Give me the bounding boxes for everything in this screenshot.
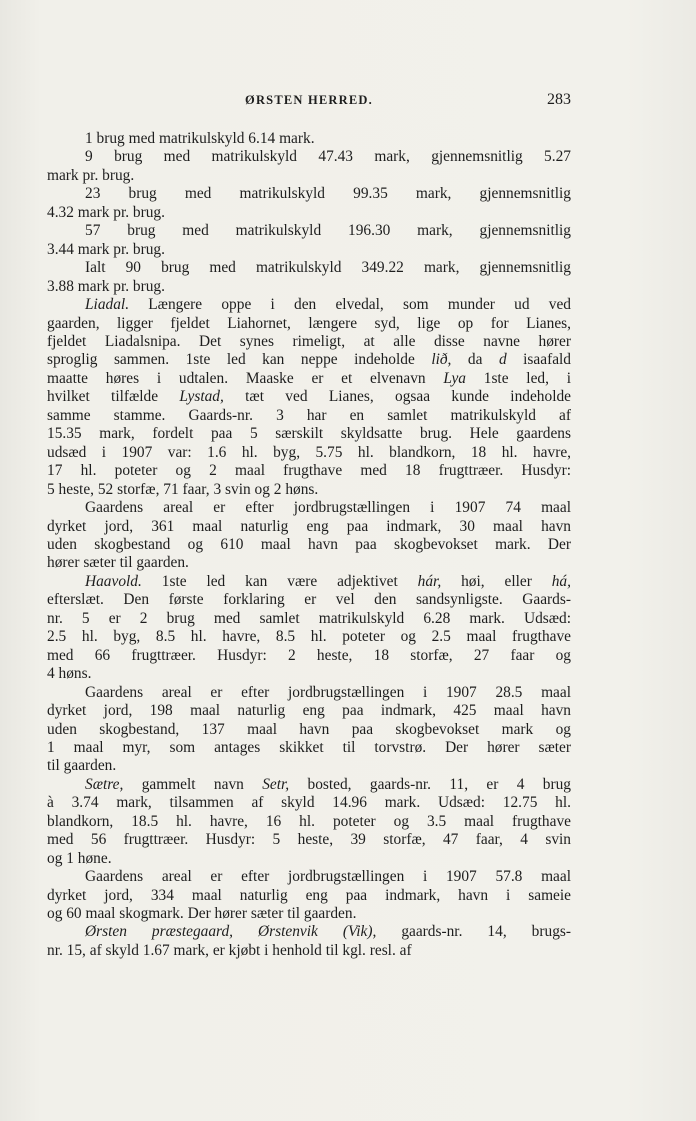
paragraph xyxy=(47,222,571,259)
text-line: gaarden, ligger fjeldet Liahornet, længere syd, lige op for Lianes, xyxy=(47,314,571,332)
text-line: 23 brug med matrikulskyld 99.35 mark, gjennemsnitlig xyxy=(85,185,571,203)
text-line: à 3.74 mark, tilsammen af skyld 14.96 mark. Udsæd: 12.75 hl. xyxy=(47,794,571,812)
text-line: 2.5 hl. byg, 8.5 hl. havre, 8.5 hl. poteter og 2.5 maal frugthave xyxy=(47,628,571,646)
text-line: og 60 maal skogmark. Der hører sæter til gaarden. xyxy=(47,905,357,923)
text-line: dyrket jord, 334 maal naturlig eng paa indmark, havn i sameie xyxy=(47,886,571,904)
text-line: 3.88 mark pr. brug. xyxy=(47,277,165,295)
paragraph xyxy=(47,148,571,185)
paragraph xyxy=(47,296,571,499)
paragraph xyxy=(47,499,571,573)
text-line: 4 høns. xyxy=(47,665,92,683)
text-line: samme stamme. Gaards-nr. 3 har en samlet matrikulskyld af xyxy=(47,406,571,424)
text-line: udsæd i 1907 var: 1.6 hl. byg, 5.75 hl. blandkorn, 18 hl. havre, xyxy=(47,443,571,461)
body-text xyxy=(47,130,571,960)
text-line: blandkorn, 18.5 hl. havre, 16 hl. poteter og 3.5 maal frugthave xyxy=(47,812,571,830)
text-line: Gaardens areal er efter jordbrugstællingen i 1907 28.5 maal xyxy=(85,683,571,701)
text-line: 1 maal myr, som antages skikket til torvstrø. Der hører sæter xyxy=(47,738,571,756)
text-line: 9 brug med matrikulskyld 47.43 mark, gjennemsnitlig 5.27 xyxy=(85,148,571,166)
text-line: Liadal. Længere oppe i den elvedal, som munder ud ved xyxy=(85,296,571,314)
page-number: 283 xyxy=(547,91,571,108)
text-line: Ialt 90 brug med matrikulskyld 349.22 mark, gjennemsnitlig xyxy=(85,259,571,277)
paragraph xyxy=(47,684,571,776)
text-line: 3.44 mark pr. brug. xyxy=(47,240,165,258)
text-line: dyrket jord, 361 maal naturlig eng paa indmark, 30 maal havn xyxy=(47,517,571,535)
text-line: mark pr. brug. xyxy=(47,166,135,184)
text-line: til gaarden. xyxy=(47,757,117,775)
text-line: 15.35 mark, fordelt paa 5 særskilt skyldsatte brug. Hele gaardens xyxy=(47,425,571,443)
page-header xyxy=(47,93,571,113)
text-line: maatte høres i udtalen. Maaske er et elvenavn Lya 1ste led, i xyxy=(47,369,571,387)
text-line: uden skogbestand og 610 maal havn paa skogbevokset mark. Der xyxy=(47,535,571,553)
running-head: ØRSTEN HERRED. xyxy=(245,93,373,107)
text-line: Haavold. 1ste led kan være adjektivet hár, høi, eller há, xyxy=(85,572,571,590)
text-line: og 1 høne. xyxy=(47,849,112,867)
text-line: Gaardens areal er efter jordbrugstællingen i 1907 74 maal xyxy=(85,499,571,517)
text-line: uden skogbestand, 137 maal havn paa skogbevokset mark og xyxy=(47,720,571,738)
text-line: sproglig sammen. 1ste led kan neppe indeholde lið, da d isaafald xyxy=(47,351,571,369)
text-line: 17 hl. poteter og 2 maal frugthave med 18 frugttræer. Husdyr: xyxy=(47,462,571,480)
text-line: med 56 frugttræer. Husdyr: 5 heste, 39 storfæ, 47 faar, 4 svin xyxy=(47,831,571,849)
text-line: hører sæter til gaarden. xyxy=(47,554,189,572)
text-line: efterslæt. Den første forklaring er vel den sandsynligste. Gaards- xyxy=(47,591,571,609)
paragraph xyxy=(47,185,571,222)
text-line: hvilket tilfælde Lystad, tæt ved Lianes, ogsaa kunde indeholde xyxy=(47,388,571,406)
text-line: dyrket jord, 198 maal naturlig eng paa indmark, 425 maal havn xyxy=(47,702,571,720)
text-line: nr. 5 er 2 brug med samlet matrikulskyld 6.28 mark. Udsæd: xyxy=(47,609,571,627)
text-line: Gaardens areal er efter jordbrugstællingen i 1907 57.8 maal xyxy=(85,868,571,886)
text-line: Sætre, gammelt navn Setr, bosted, gaards-nr. 11, er 4 brug xyxy=(85,775,571,793)
text-line: fjeldet Liadalsnipa. Det synes rimeligt, at alle disse navne hører xyxy=(47,332,571,350)
text-line: 5 heste, 52 storfæ, 71 faar, 3 svin og 2 høns. xyxy=(47,480,319,498)
paragraph xyxy=(47,868,571,923)
paragraph xyxy=(47,573,571,684)
text-line: 57 brug med matrikulskyld 196.30 mark, gjennemsnitlig xyxy=(85,222,571,240)
text-line: 4.32 mark pr. brug. xyxy=(47,203,165,221)
text-line: Ørsten præstegaard, Ørstenvik (Vik), gaards-nr. 14, brugs- xyxy=(85,923,571,941)
paragraph xyxy=(47,259,571,296)
text-line: nr. 15, af skyld 1.67 mark, er kjøbt i henhold til kgl. resl. af xyxy=(47,941,412,959)
text-line: 1 brug med matrikulskyld 6.14 mark. xyxy=(85,130,315,147)
text-line: med 66 frugttræer. Husdyr: 2 heste, 18 storfæ, 27 faar og xyxy=(47,646,571,664)
paragraph xyxy=(47,923,571,960)
paragraph xyxy=(47,130,571,148)
paragraph xyxy=(47,776,571,868)
